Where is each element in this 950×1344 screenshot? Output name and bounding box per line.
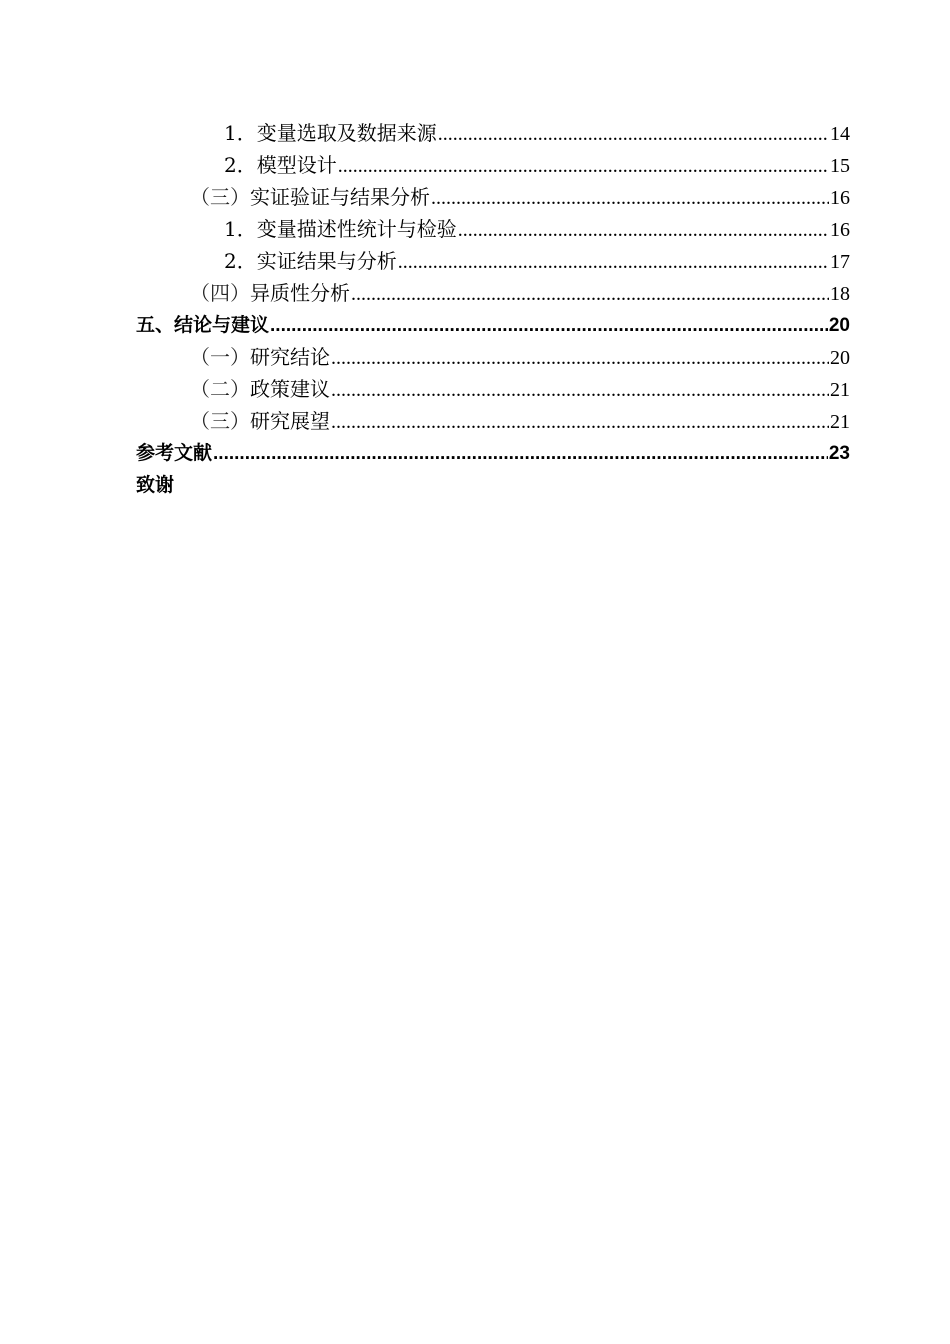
toc-entry-number: （二） — [190, 377, 250, 401]
toc-entry-page: 16 — [830, 219, 850, 241]
toc-entry-number: 1． — [224, 121, 257, 145]
toc-dot-leader — [431, 182, 829, 214]
toc-entry-page: 16 — [830, 187, 850, 209]
toc-dot-leader — [331, 342, 829, 374]
toc-entry[interactable] — [136, 181, 850, 213]
toc-entry-page: 18 — [830, 283, 850, 305]
toc-entry-chapter[interactable] — [136, 309, 850, 341]
toc-entry-number: 五、 — [136, 314, 175, 336]
toc-entry[interactable] — [136, 277, 850, 309]
toc-entry-title: 政策建议 — [250, 377, 330, 401]
toc-entry[interactable] — [136, 405, 850, 437]
toc-dot-leader — [270, 310, 828, 342]
toc-dot-leader — [338, 150, 829, 182]
toc-entry-title: 实证验证与结果分析 — [250, 185, 430, 209]
toc-entry[interactable] — [136, 341, 850, 373]
toc-entry-title: 参考文献 — [136, 442, 213, 464]
toc-entry-page: 21 — [830, 379, 850, 401]
toc-entry-title: 研究结论 — [250, 345, 330, 369]
toc-entry-references[interactable] — [136, 437, 850, 469]
toc-dot-leader — [458, 214, 829, 246]
toc-entry-number: （三） — [190, 185, 250, 209]
toc-entry-title: 实证结果与分析 — [256, 249, 397, 273]
toc-entry-page: 20 — [828, 315, 850, 336]
toc-dot-leader — [438, 118, 829, 150]
toc-dot-leader — [398, 246, 829, 278]
toc-entry[interactable] — [136, 117, 850, 149]
toc-entry-page: 15 — [830, 155, 850, 177]
toc-dot-leader — [331, 406, 829, 438]
toc-entry-page: 21 — [830, 411, 850, 433]
toc-dot-leader — [213, 438, 828, 470]
toc-entry-page: 17 — [830, 251, 850, 273]
table-of-contents — [136, 117, 850, 501]
toc-entry-number: （四） — [190, 281, 250, 305]
toc-entry[interactable] — [136, 149, 850, 181]
toc-entry-number: 2． — [224, 153, 257, 177]
toc-entry-page: 20 — [830, 347, 850, 369]
toc-entry[interactable] — [136, 245, 850, 277]
toc-entry-title: 异质性分析 — [250, 281, 350, 305]
toc-entry[interactable] — [136, 373, 850, 405]
toc-entry-page: 14 — [830, 123, 850, 145]
toc-entry-acknowledgements[interactable] — [136, 469, 850, 501]
toc-entry-title: 研究展望 — [250, 409, 330, 433]
toc-entry-page: 23 — [828, 443, 850, 464]
toc-entry-number: 2． — [224, 249, 257, 273]
toc-dot-leader — [331, 374, 829, 406]
toc-dot-leader — [351, 278, 829, 310]
toc-entry-title: 结论与建议 — [174, 314, 270, 336]
toc-entry-title: 模型设计 — [256, 153, 337, 177]
toc-entry[interactable] — [136, 213, 850, 245]
toc-entry-title: 变量选取及数据来源 — [256, 121, 437, 145]
toc-entry-title: 变量描述性统计与检验 — [256, 217, 457, 241]
toc-entry-number: （一） — [190, 345, 250, 369]
toc-entry-number: 1． — [224, 217, 257, 241]
toc-entry-title: 致谢 — [136, 474, 175, 496]
toc-entry-number: （三） — [190, 409, 250, 433]
